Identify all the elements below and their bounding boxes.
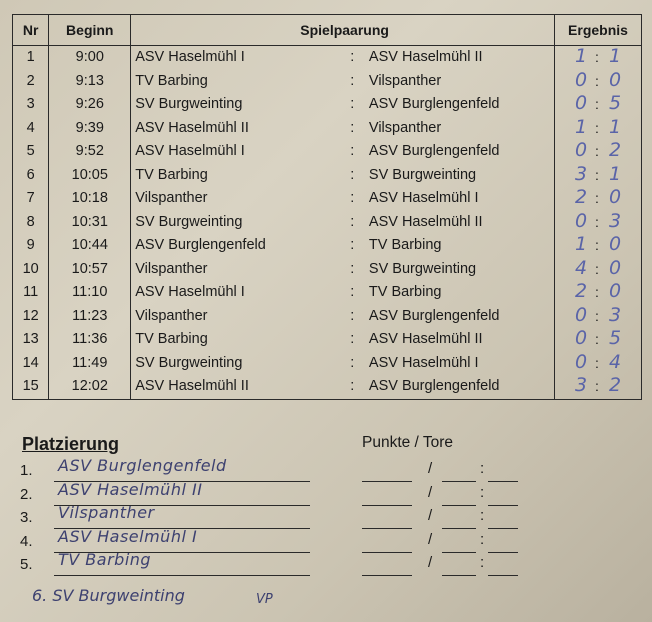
table-row [13,328,642,352]
away-goals-handwritten: 0 [608,280,622,302]
table-row [13,234,642,258]
match-start-time: 9:00 [49,46,131,70]
away-goals-handwritten: 5 [608,92,622,114]
away-team: ASV Haselmühl II [365,211,555,235]
match-number: 12 [13,305,49,329]
result-separator: : [594,49,599,65]
match-number: 6 [13,164,49,188]
home-team: ASV Haselmühl I [135,49,245,65]
result-separator: : [594,260,599,277]
goals-separator: : [480,483,485,501]
placement-6-note: VP [256,592,273,607]
points-goals-blanks [362,556,522,578]
points-goals-blanks [362,483,522,508]
slash-separator: / [428,483,433,501]
home-goals-handwritten: 0 [574,92,588,114]
home-team: ASV Haselmühl I [135,284,245,300]
slash-separator: / [428,460,433,477]
home-goals-handwritten: 1 [574,115,588,138]
match-number: 1 [13,46,49,70]
away-team: ASV Burglengenfeld [365,93,555,117]
home-team: Vilspanther [135,307,208,324]
match-number: 14 [13,352,49,376]
pairing-separator: : [350,331,355,347]
match-result [554,258,641,282]
away-goals-handwritten: 3 [608,209,622,232]
home-goals-handwritten: 1 [574,233,588,255]
table-row [13,46,642,70]
points-goals-header: Punkte / Tore [362,434,454,451]
home-team: TV Barbing [135,72,208,89]
away-goals-handwritten: 1 [608,115,622,138]
table-row [13,305,642,329]
points-blank [362,552,412,553]
home-goals-handwritten: 0 [574,139,588,161]
placement-team-handwritten: TV Barbing [58,550,152,569]
home-goals-handwritten: 0 [574,68,588,91]
slash-separator: / [428,530,433,548]
table-row [13,187,642,211]
match-result [554,352,641,376]
header-beginn: Beginn [49,15,131,46]
home-goals-handwritten: 1 [574,45,588,67]
match-start-time: 10:18 [49,187,131,211]
placement-title: Platzierung [22,434,120,454]
pairing-separator: : [350,166,355,183]
result-separator: : [594,307,599,324]
goals-for-blank [442,505,476,506]
home-goals-handwritten: 0 [574,209,588,232]
pairing-separator: : [350,307,355,324]
match-start-time: 10:31 [49,211,131,235]
table-row [13,352,642,376]
away-team: ASV Burglengenfeld [365,140,555,164]
pairing-separator: : [350,354,355,371]
goals-for-blank [442,481,476,482]
match-start-time: 11:49 [49,352,131,376]
placement-number: 3. [20,509,33,526]
home-team: ASV Haselmühl II [135,378,249,394]
away-goals-handwritten: 0 [608,186,622,208]
away-goals-handwritten: 0 [608,233,622,255]
away-goals-handwritten: 2 [608,139,622,161]
home-team: SV Burgweinting [135,213,243,230]
home-goals-handwritten: 2 [574,280,588,302]
slash-separator: / [428,554,433,571]
goals-for-blank [442,528,476,529]
away-team: ASV Haselmühl I [365,187,555,211]
placement-team-handwritten: Vilspanther [58,503,155,522]
home-team: SV Burgweinting [135,354,243,371]
match-number: 8 [13,211,49,235]
home-team: TV Barbing [135,166,208,183]
match-schedule-table [12,14,642,400]
goals-for-blank [442,575,476,576]
result-separator: : [594,213,599,230]
match-result [554,187,641,211]
home-team: ASV Haselmühl II [135,119,249,136]
away-goals-handwritten: 5 [608,327,622,349]
home-team: Vilspanther [135,260,208,277]
header-nr: Nr [13,15,49,46]
result-separator: : [594,378,599,394]
points-blank [362,528,412,529]
away-team: ASV Burglengenfeld [365,375,555,399]
home-goals-handwritten: 4 [574,256,588,279]
match-number: 13 [13,328,49,352]
match-result [554,46,641,70]
match-result [554,375,641,399]
goals-against-blank [488,575,518,576]
match-start-time: 9:26 [49,93,131,117]
match-result [554,305,641,329]
table-row [13,258,642,282]
away-team: SV Burgweinting [365,258,555,282]
away-team: ASV Haselmühl II [365,328,555,352]
away-team: TV Barbing [365,281,555,305]
goals-against-blank [488,528,518,529]
placement-team-handwritten: ASV Burglengenfeld [58,456,227,475]
goals-separator: : [480,530,485,548]
away-goals-handwritten: 1 [608,45,622,67]
table-row [13,140,642,164]
match-start-time: 10:44 [49,234,131,258]
result-separator: : [594,331,599,347]
match-result [554,281,641,305]
away-goals-handwritten: 3 [608,303,622,326]
goals-separator: : [480,554,485,571]
placement-number: 1. [20,462,33,479]
home-team: ASV Burglengenfeld [135,237,266,253]
match-result [554,140,641,164]
match-start-time: 10:05 [49,164,131,188]
table-row [13,117,642,141]
match-number: 2 [13,70,49,94]
points-blank [362,575,412,576]
result-separator: : [594,119,599,136]
away-goals-handwritten: 0 [608,256,622,279]
home-team: ASV Haselmühl I [135,143,245,159]
home-team: TV Barbing [135,331,208,347]
match-result [554,164,641,188]
points-blank [362,481,412,482]
header-spielpaarung: Spielpaarung [131,15,555,46]
points-goals-blanks [362,509,522,531]
away-team: Vilspanther [365,70,555,94]
home-goals-handwritten: 3 [574,374,588,396]
placement-row [20,550,310,578]
away-team: ASV Burglengenfeld [365,305,555,329]
placement-6-handwritten: 6. SV Burgweinting [32,586,185,605]
home-goals-handwritten: 0 [574,303,588,326]
home-goals-handwritten: 2 [574,186,588,208]
points-goals-blanks [362,462,522,484]
match-result [554,328,641,352]
pairing-separator: : [350,237,355,253]
placement-team-handwritten: ASV Haselmühl I [58,526,198,546]
pairing-separator: : [350,143,355,159]
match-number: 11 [13,281,49,305]
away-team: SV Burgweinting [365,164,555,188]
home-team: SV Burgweinting [135,96,243,112]
table-row [13,164,642,188]
match-number: 3 [13,93,49,117]
slash-separator: / [428,507,433,524]
pairing-separator: : [350,190,355,206]
match-result [554,117,641,141]
match-number: 9 [13,234,49,258]
goals-against-blank [488,505,518,506]
match-number: 7 [13,187,49,211]
match-number: 5 [13,140,49,164]
match-start-time: 9:39 [49,117,131,141]
pairing-separator: : [350,72,355,89]
points-blank [362,505,412,506]
result-separator: : [594,190,599,206]
table-row [13,70,642,94]
match-start-time: 9:52 [49,140,131,164]
result-separator: : [594,143,599,159]
pairing-separator: : [350,213,355,230]
home-goals-handwritten: 3 [574,162,588,185]
home-goals-handwritten: 0 [574,327,588,349]
away-team: Vilspanther [365,117,555,141]
match-start-time: 11:36 [49,328,131,352]
match-start-time: 12:02 [49,375,131,399]
result-separator: : [594,284,599,300]
placement-team-handwritten: ASV Haselmühl II [58,479,203,499]
result-separator: : [594,96,599,112]
match-start-time: 10:57 [49,258,131,282]
goals-separator: : [480,507,485,524]
result-separator: : [594,166,599,183]
away-team: ASV Haselmühl I [365,352,555,376]
result-separator: : [594,354,599,371]
match-result [554,234,641,258]
pairing-separator: : [350,96,355,112]
goals-against-blank [488,552,518,553]
placement-line [54,575,310,576]
goals-for-blank [442,552,476,553]
goals-against-blank [488,481,518,482]
table-row [13,375,642,399]
placement-number: 4. [20,532,33,550]
header-ergebnis: Ergebnis [554,15,641,46]
home-team: Vilspanther [135,190,208,206]
table-header-row [13,15,642,46]
away-team: ASV Haselmühl II [365,46,555,70]
pairing-separator: : [350,119,355,136]
match-start-time: 11:10 [49,281,131,305]
match-result [554,211,641,235]
away-goals-handwritten: 1 [608,162,622,185]
points-goals-blanks [362,530,522,555]
match-start-time: 11:23 [49,305,131,329]
away-team: TV Barbing [365,234,555,258]
away-goals-handwritten: 2 [608,374,622,396]
match-number: 4 [13,117,49,141]
pairing-separator: : [350,260,355,277]
away-goals-handwritten: 4 [608,350,622,373]
home-goals-handwritten: 0 [574,350,588,373]
match-number: 10 [13,258,49,282]
result-separator: : [594,237,599,253]
away-goals-handwritten: 0 [608,68,622,91]
pairing-separator: : [350,284,355,300]
goals-separator: : [480,460,485,477]
match-result [554,70,641,94]
pairing-separator: : [350,378,355,394]
placement-number: 5. [20,556,33,573]
table-row [13,211,642,235]
table-row [13,281,642,305]
result-separator: : [594,72,599,89]
pairing-separator: : [350,49,355,65]
table-row [13,93,642,117]
placement-number: 2. [20,485,33,503]
match-number: 15 [13,375,49,399]
match-result [554,93,641,117]
match-start-time: 9:13 [49,70,131,94]
